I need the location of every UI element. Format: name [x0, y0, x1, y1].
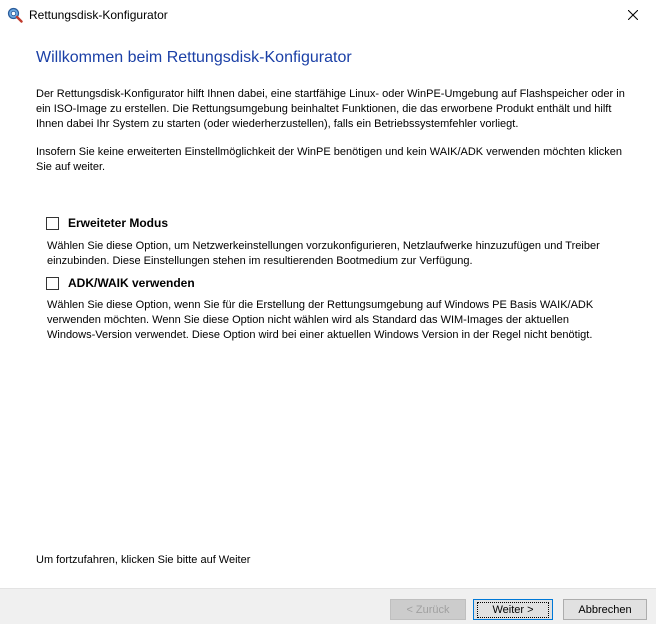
- next-button-label: Weiter >: [477, 602, 548, 618]
- cancel-button[interactable]: Abbrechen: [563, 599, 647, 620]
- intro-text: Der Rettungsdisk-Konfigurator hilft Ihnen dabei, eine startfähige Linux- oder WinPE-Umgebung auf Flashspeicher oder in ein ISO-Image zu erstellen. Die Rettungsumgebung beinhaltet Funktionen, die das erworbene Produkt enthält und hilft Ihnen dabei Ihr System zu starten (oder wiederherzustellen), falls ein Betriebssystemfehler vorliegt.: [36, 88, 625, 130]
- adk-waik-description: Wählen Sie diese Option, wenn Sie für die Erstellung der Rettungsumgebung auf Windows PE Basis WAIK/ADK verwenden möchten. Wenn Sie diese Option nicht wählen wird als Standard das WIM-Images der aktuellen Windows-Version verwendet. Diese Option wird bei einer aktuellen Windows Version in der Regel nicht benötigt.: [47, 299, 594, 341]
- adk-waik-checkbox[interactable]: [46, 277, 59, 290]
- advanced-mode-label[interactable]: Erweiteter Modus: [68, 216, 169, 230]
- advanced-mode-checkbox[interactable]: [46, 217, 59, 230]
- page-title: Willkommen beim Rettungsdisk-Konfigurator: [36, 49, 352, 66]
- continue-hint: Um fortzufahren, klicken Sie bitte auf Weiter: [36, 554, 251, 566]
- close-button[interactable]: [610, 0, 656, 30]
- rescue-disk-magnifier-icon: [7, 7, 23, 23]
- advanced-mode-description: Wählen Sie diese Option, um Netzwerkeinstellungen vorzukonfigurieren, Netzlaufwerke hinzuzufügen und Treiber einzubinden. Diese Einstellungen stehen im resultierenden Bootmedium zur Verfügung.: [47, 240, 600, 267]
- window-title: Rettungsdisk-Konfigurator: [29, 8, 168, 22]
- advanced-mode-option[interactable]: [46, 216, 168, 230]
- adk-waik-option[interactable]: [46, 276, 195, 290]
- title-bar: [0, 0, 656, 30]
- next-button[interactable]: [473, 599, 553, 620]
- close-icon: [628, 10, 638, 20]
- button-bar: [0, 588, 656, 624]
- back-button[interactable]: < Zurück: [390, 599, 466, 620]
- hint-text: Insofern Sie keine erweiterten Einstellmöglichkeit der WinPE benötigen und kein WAIK/ADK verwenden möchten klicken Sie auf weiter.: [36, 146, 622, 173]
- adk-waik-label[interactable]: ADK/WAIK verwenden: [68, 276, 195, 290]
